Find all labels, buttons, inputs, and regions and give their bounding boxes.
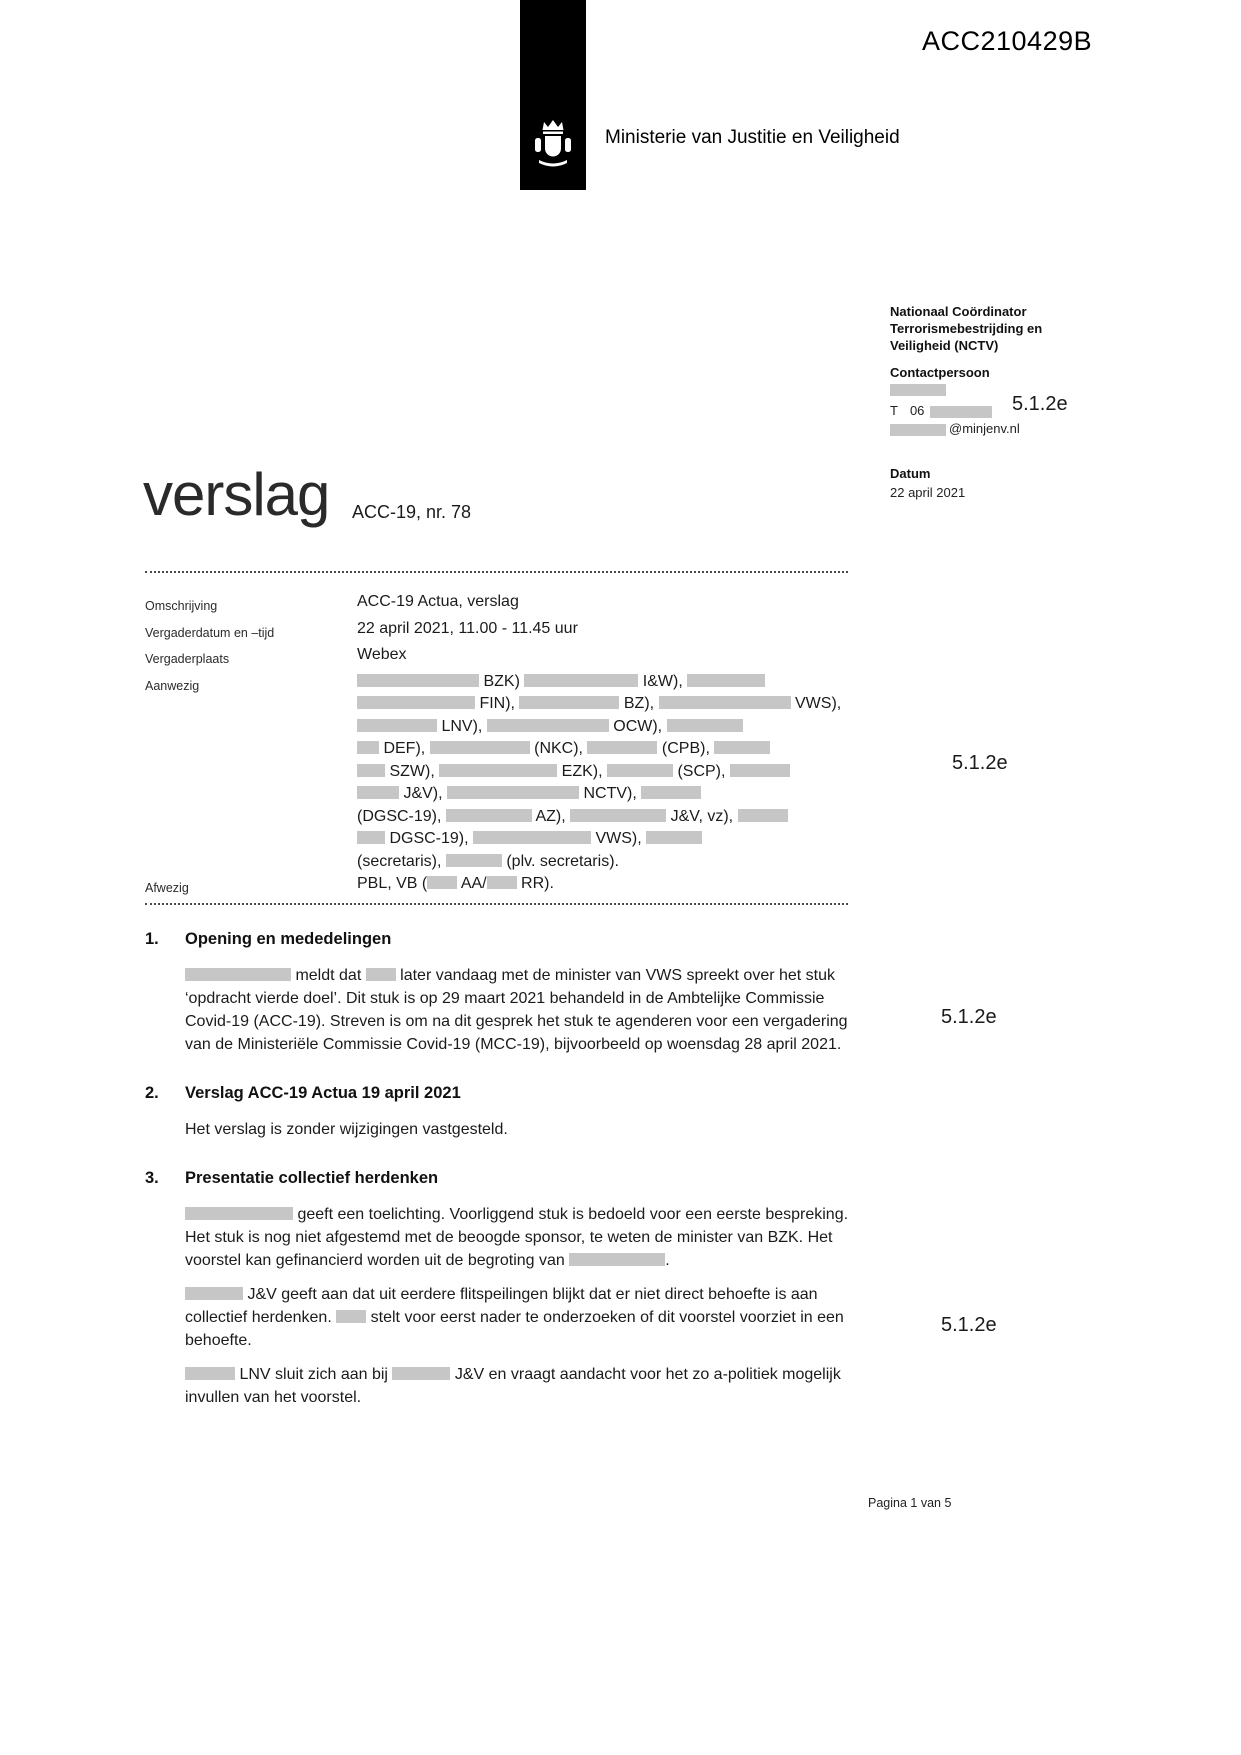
redaction-bar: [447, 786, 579, 799]
document-title: verslag: [143, 461, 330, 528]
redaction-bar: [357, 786, 399, 799]
redaction-bar: [607, 764, 673, 777]
redaction-bar: [473, 831, 591, 844]
redaction-bar: [569, 1253, 665, 1266]
section-number: 1.: [145, 930, 159, 948]
attendees-line: DGSC-19), VWS),: [357, 828, 850, 851]
date-value: 22 april 2021: [890, 485, 966, 500]
paragraph: J&V geeft aan dat uit eerdere flitspeilingen blijkt dat er niet direct behoefte is aan collectief herdenken. stelt voor eerst nader te onderzoeken of dit voorstel voorziet in een behoefte.: [185, 1286, 844, 1349]
org-line: Terrorismebestrijding en: [890, 321, 1043, 336]
meta-value-vergaderplaats: Webex: [357, 646, 407, 663]
org-line: Veiligheid (NCTV): [890, 338, 999, 353]
attendees-line: SZW), EZK), (SCP),: [357, 761, 850, 784]
phone-prefix: T: [890, 403, 898, 418]
paragraph: meldt dat later vandaag met de minister van VWS spreekt over het stuk ‘opdracht vierde doel’. Dit stuk is op 29 maart 2021 behandeld in de Ambtelijke Commissie Covid-19 (ACC-19). Streven is om na dit gesprek het stuk te agenderen voor een vergadering van de Ministeriële Commissie Covid-19 (MCC-19), bijvoorbeeld op woensdag 28 april 2021.: [185, 967, 848, 1053]
redaction-bar: [357, 831, 385, 844]
redaction-ground-code: 5.1.2e: [1012, 393, 1068, 415]
email-line: [890, 421, 1020, 436]
meta-value-omschrijving: ACC-19 Actua, verslag: [357, 593, 519, 610]
rijksoverheid-logo: [520, 0, 586, 190]
attendees-line: LNV), OCW),: [357, 716, 850, 739]
meta-value-vergaderdatum: 22 april 2021, 11.00 - 11.45 uur: [357, 619, 578, 637]
redaction-bar: [730, 764, 790, 777]
redaction-bar: [439, 764, 557, 777]
attendees-line: DEF), (NKC), (CPB),: [357, 738, 850, 761]
redaction-bar: [524, 674, 638, 687]
redaction-bar: [430, 741, 530, 754]
redaction-bar: [357, 674, 479, 687]
meta-label-vergaderdatum: Vergaderdatum en –tijd: [145, 625, 275, 640]
redaction-bar: [519, 696, 619, 709]
org-name-block: [890, 303, 1110, 354]
document-body: [145, 928, 850, 1435]
redaction-bar: [930, 406, 992, 418]
meta-value-afwezig: PBL, VB ( AA/ RR).: [357, 875, 554, 892]
redaction-bar: [336, 1310, 366, 1323]
redaction-bar: [890, 424, 946, 436]
section-heading: [145, 1082, 850, 1104]
section-heading: [145, 1167, 850, 1189]
redaction-bar: [446, 809, 532, 822]
redaction-bar: [487, 876, 517, 889]
phone-line: [890, 403, 992, 418]
redaction-bar: [185, 1367, 235, 1380]
paragraph: geeft een toelichting. Voorliggend stuk is bedoeld voor een eerste bespreking. Het stuk is nog niet afgestemd met de beoogde sponsor, te weten de minister van BZK. Het voorstel kan gefinancierd worden uit de begroting van .: [185, 1206, 849, 1269]
meta-label-afwezig: Afwezig: [145, 881, 189, 895]
redaction-bar: [659, 696, 791, 709]
meeting-meta: [145, 591, 850, 900]
redaction-bar: [890, 384, 946, 396]
attendees-line: J&V), NCTV),: [357, 783, 850, 806]
section-heading: [145, 928, 850, 950]
redaction-bar: [641, 786, 701, 799]
email-domain: @minjenv.nl: [949, 421, 1020, 436]
coat-of-arms-icon: [533, 112, 573, 168]
section-number: 2.: [145, 1084, 159, 1102]
redaction-ground-code: 5.1.2e: [941, 1006, 997, 1028]
redaction-bar: [357, 696, 475, 709]
divider-rule: [145, 571, 848, 573]
redaction-bar: [687, 674, 765, 687]
redaction-bar: [366, 968, 396, 981]
redaction-bar: [446, 854, 502, 867]
section-number: 3.: [145, 1169, 159, 1187]
redaction-bar: [487, 719, 609, 732]
redaction-bar: [738, 809, 788, 822]
redaction-ground-code: 5.1.2e: [952, 752, 1008, 774]
section-title: Opening en mededelingen: [185, 930, 392, 948]
redaction-bar: [357, 764, 385, 777]
document-reference-code: ACC210429B: [922, 26, 1093, 56]
redaction-bar: [357, 741, 379, 754]
ministry-name: Ministerie van Justitie en Veiligheid: [605, 127, 900, 148]
redaction-bar: [427, 876, 457, 889]
date-label: Datum: [890, 466, 931, 481]
section-title: Verslag ACC-19 Actua 19 april 2021: [185, 1084, 461, 1102]
redaction-bar: [667, 719, 743, 732]
attendees-line: FIN), BZ), VWS),: [357, 693, 850, 716]
section-title: Presentatie collectief herdenken: [185, 1169, 439, 1187]
org-line: Nationaal Coördinator: [890, 304, 1027, 319]
redaction-bar: [714, 741, 770, 754]
redaction-ground-code: 5.1.2e: [941, 1314, 997, 1336]
document-subtitle: ACC-19, nr. 78: [352, 502, 472, 522]
redaction-bar: [357, 719, 437, 732]
redaction-bar: [570, 809, 666, 822]
section-presentatie-herdenken: [145, 1167, 850, 1409]
divider-rule: [145, 903, 848, 905]
phone-number-start: 06: [909, 403, 925, 418]
paragraph: LNV sluit zich aan bij J&V en vraagt aandacht voor het zo a-politiek mogelijk invullen van het voorstel.: [185, 1366, 841, 1406]
redaction-bar: [185, 1207, 293, 1220]
section-verslag-actua: [145, 1082, 850, 1141]
attendees-line: (secretaris), (plv. secretaris).: [357, 852, 619, 870]
redaction-bar: [587, 741, 657, 754]
redaction-bar: [185, 1287, 243, 1300]
meta-label-omschrijving: Omschrijving: [145, 599, 218, 613]
attendees-line: BZK) I&W),: [357, 671, 850, 694]
redaction-bar: [185, 968, 291, 981]
attendees-line: (DGSC-19), AZ), J&V, vz),: [357, 806, 850, 829]
page-number: Pagina 1 van 5: [868, 1496, 952, 1510]
section-opening: [145, 928, 850, 1056]
meta-value-aanwezig: [357, 671, 850, 874]
contact-person-label: Contactpersoon: [890, 365, 990, 380]
paragraph: Het verslag is zonder wijzigingen vastgesteld.: [185, 1121, 508, 1138]
redaction-bar: [392, 1367, 450, 1380]
redaction-bar: [646, 831, 702, 844]
meta-label-vergaderplaats: Vergaderplaats: [145, 652, 230, 666]
meta-label-aanwezig: Aanwezig: [145, 678, 200, 693]
